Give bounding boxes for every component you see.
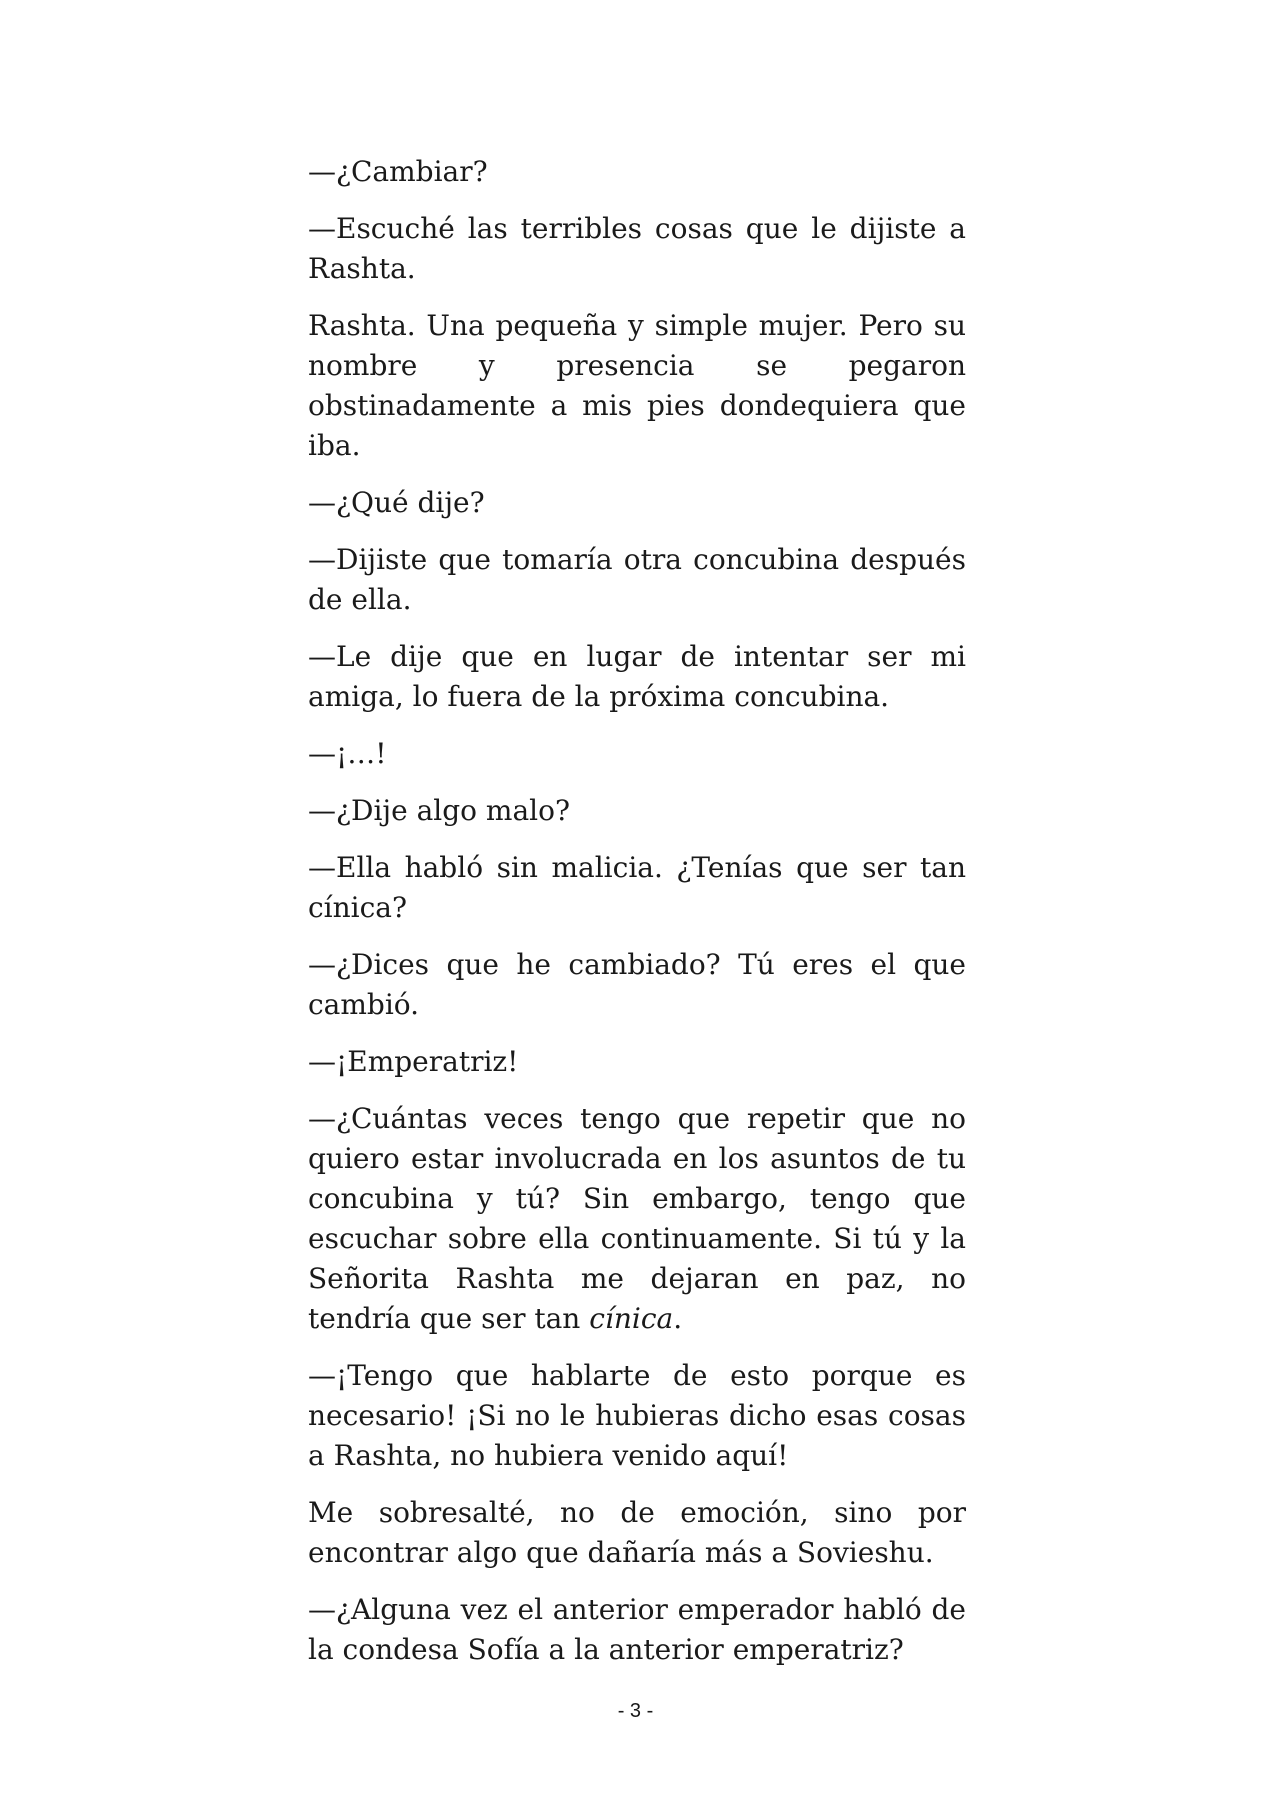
paragraph: —¿Cambiar?: [308, 155, 488, 188]
paragraph: Rashta. Una pequeña y simple mujer. Pero su nombre y presencia se pegaron obstinadamente a mis pies dondequiera que iba.: [308, 309, 966, 462]
body-text: [308, 152, 966, 1687]
italic-word: cínica: [589, 1302, 674, 1335]
paragraph: —Le dije que en lugar de intentar ser mi amiga, lo fuera de la próxima concubina.: [308, 640, 966, 713]
paragraph: —Ella habló sin malicia. ¿Tenías que ser tan cínica?: [308, 851, 966, 924]
paragraph-text: —¿Cuántas veces tengo que repetir que no quiero estar involucrada en los asuntos de tu concubina y tú? Sin embargo, tengo que escuchar sobre ella continuamente. Si tú y la Señorita Rashta me dejaran en paz, no tendría que ser tan: [308, 1102, 966, 1335]
page-number: - 3 -: [617, 1700, 654, 1722]
paragraph: Me sobresalté, no de emoción, sino por encontrar algo que dañaría más a Sovieshu.: [308, 1496, 966, 1569]
paragraph: —¡Emperatriz!: [308, 1045, 519, 1078]
paragraph: —¡Tengo que hablarte de esto porque es necesario! ¡Si no le hubieras dicho esas cosas a Rashta, no hubiera venido aquí!: [308, 1359, 966, 1472]
paragraph: —¡…!: [308, 737, 387, 770]
paragraph: —Escuché las terribles cosas que le dijiste a Rashta.: [308, 212, 966, 285]
paragraph: —¿Qué dije?: [308, 486, 485, 519]
paragraph: —¿Dije algo malo?: [308, 794, 570, 827]
paragraph: —¿Alguna vez el anterior emperador habló de la condesa Sofía a la anterior emperatriz?: [308, 1593, 966, 1666]
paragraph-with-italic: [308, 1099, 966, 1339]
paragraph: —¿Dices que he cambiado? Tú eres el que cambió.: [308, 948, 966, 1021]
paragraph-text-end: .: [673, 1302, 683, 1335]
paragraph: —Dijiste que tomaría otra concubina después de ella.: [308, 543, 966, 616]
